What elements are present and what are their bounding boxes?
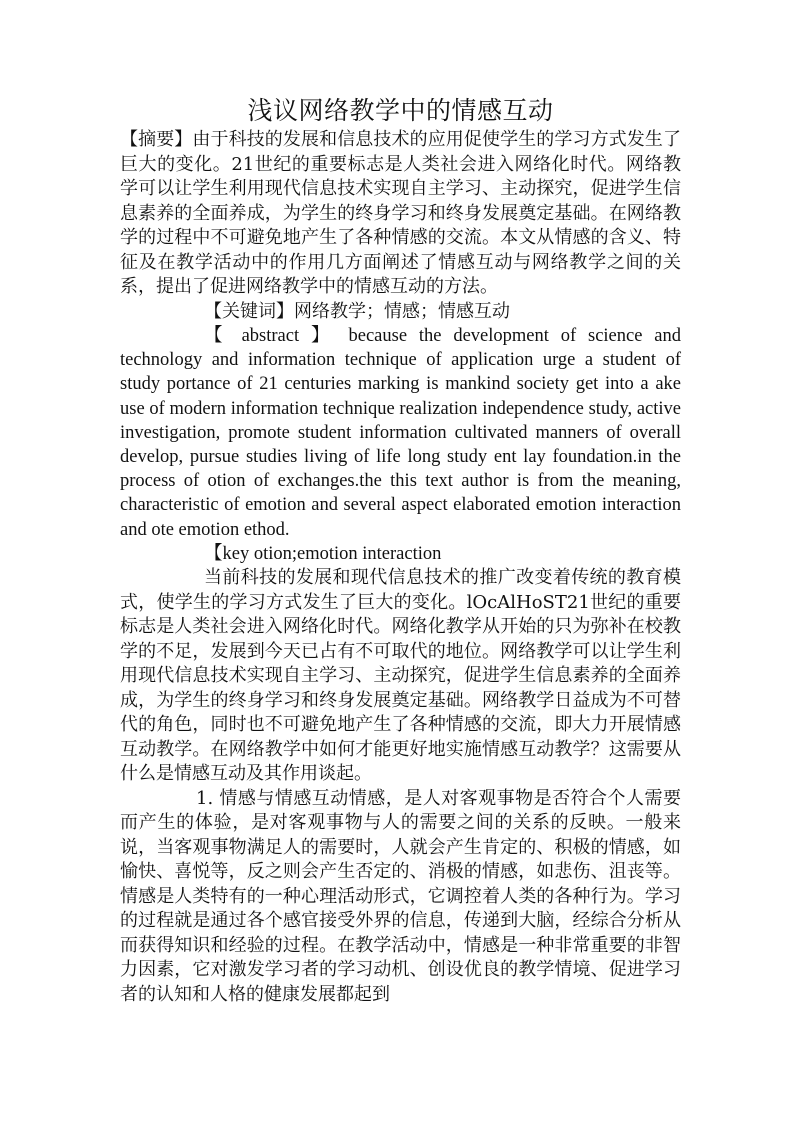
document-page (120, 96, 681, 1007)
keywords-en: 【key otion;emotion interaction (204, 543, 442, 564)
abstract-cn: 【摘要】由于科技的发展和信息技术的应用促使学生的学习方式发生了巨大的变化。21世纪的重要标志是人类社会进入网络化时代。网络教学可以让学生利用现代信息技术实现自主学习、主动探究，促进学生信息素养的全面养成，为学生的终身学习和终身发展奠定基础。在网络教学的过程中不可避免地产生了各种情感的交流。本文从情感的含义、特征及在教学活动中的作用几方面阐述了情感互动与网络教学之间的关系，提出了促进网络教学中的情感互动的方法。 (120, 129, 681, 297)
abstract-en: 【 abstract 】 because the development of science and technology and information technique of application urge a student of study portance of 21 centuries marking is mankind society get into a ake use of modern information technique realization independence study, active investigation, promote student information cultivated manners of overall develop, pursue studies living of life long study ent lay foundation.in the process of otion of exchanges.the this text author is from the meaning, characteristic of emotion and several aspect elaborated emotion interaction and ote emotion ethod. (120, 326, 681, 540)
document-title: 浅议网络教学中的情感互动 (247, 96, 554, 125)
section-1-paragraph: 1. 情感与情感互动情感，是人对客观事物是否符合个人需要而产生的体验，是对客观事物与人的需要之间的关系的反映。一般来说，当客观事物满足人的需要时，人就会产生肯定的、积极的情感，如愉快、喜悦等，反之则会产生否定的、消极的情感，如悲伤、沮丧等。情感是人类特有的一种心理活动形式，它调控着人类的各种行为。学习的过程就是通过各个感官接受外界的信息，传递到大脑，经综合分析从而获得知识和经验的过程。在教学活动中，情感是一种非常重要的非智力因素，它对激发学习者的学习动机、创设优良的教学情境、促进学习者的认知和人格的健康发展都起到 (120, 787, 681, 1005)
keywords-cn: 【关键词】网络教学；情感；情感互动 (204, 300, 510, 322)
intro-paragraph: 当前科技的发展和现代信息技术的推广改变着传统的教育模式，使学生的学习方式发生了巨大的变化。lOcAlHoST21世纪的重要标志是人类社会进入网络化时代。网络化教学从开始的只为弥补在校教学的不足，发展到今天已占有不可取代的地位。网络教学可以让学生利用现代信息技术实现自主学习、主动探究，促进学生信息素养的全面养成，为学生的终身学习和终身发展奠定基础。网络教学日益成为不可替代的角色，同时也不可避免地产生了各种情感的交流，即大力开展情感互动教学。在网络教学中如何才能更好地实施情感互动教学？这需要从什么是情感互动及其作用谈起。 (120, 567, 681, 785)
